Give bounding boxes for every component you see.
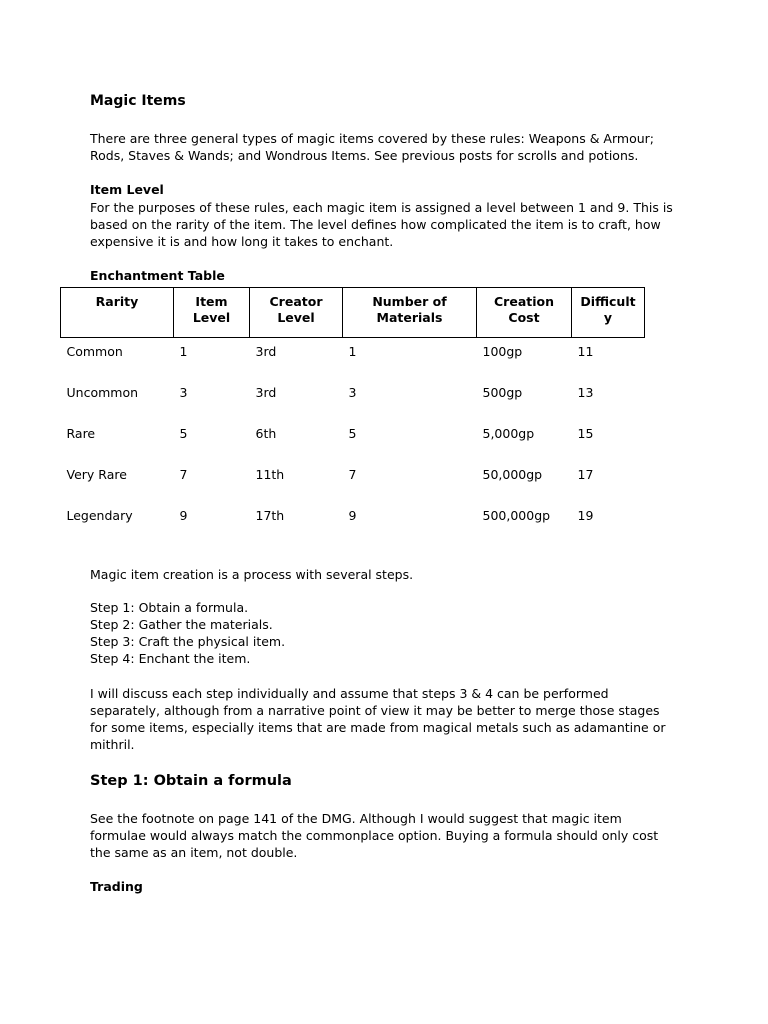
intro-paragraph: There are three general types of magic items covered by these rules: Weapons & Armour; Rods, Staves & Wands; and Wondrous Items. See previous posts for scrolls and potions. bbox=[90, 131, 654, 163]
cell-difficulty: 13 bbox=[577, 384, 594, 400]
cell-rarity: Legendary bbox=[66, 507, 133, 523]
cell-creator-level: 11th bbox=[255, 466, 285, 482]
process-intro: Magic item creation is a process with several steps. bbox=[90, 567, 414, 582]
cell-materials: 9 bbox=[348, 507, 357, 523]
step-item: Step 2: Gather the materials. bbox=[90, 617, 273, 632]
cell-item-level: 9 bbox=[179, 507, 188, 523]
table-header-row bbox=[61, 288, 645, 338]
header-creator-level: Creator Level bbox=[250, 288, 343, 338]
table-row bbox=[61, 379, 645, 420]
step1-heading: Step 1: Obtain a formula bbox=[90, 773, 292, 789]
header-rarity: Rarity bbox=[61, 288, 174, 338]
cell-rarity: Rare bbox=[66, 425, 96, 441]
header-difficulty: Difficult y bbox=[572, 288, 645, 338]
cell-cost: 5,000gp bbox=[482, 425, 535, 441]
step-item: Step 1: Obtain a formula. bbox=[90, 600, 249, 615]
cell-cost: 500,000gp bbox=[482, 507, 551, 523]
cell-item-level: 5 bbox=[179, 425, 188, 441]
item-level-paragraph: For the purposes of these rules, each magic item is assigned a level between 1 and 9. This is based on the rarity of the item. The level defines how complicated the item is to craft, how expensive it is and how long it takes to enchant. bbox=[90, 200, 673, 249]
cell-rarity: Uncommon bbox=[66, 384, 139, 400]
cell-creator-level: 17th bbox=[255, 507, 285, 523]
table-row bbox=[61, 502, 645, 543]
item-level-heading: Item Level bbox=[90, 182, 164, 197]
cell-cost: 100gp bbox=[482, 344, 523, 359]
cell-difficulty: 15 bbox=[577, 425, 594, 441]
cell-materials: 1 bbox=[348, 344, 357, 359]
header-number-of-materials: Number of Materials bbox=[343, 288, 477, 338]
cell-difficulty: 19 bbox=[577, 507, 594, 523]
cell-cost: 500gp bbox=[482, 384, 523, 400]
enchantment-table bbox=[60, 287, 645, 543]
header-creation-cost: Creation Cost bbox=[477, 288, 572, 338]
cell-difficulty: 11 bbox=[577, 344, 594, 359]
step1-paragraph: See the footnote on page 141 of the DMG. Although I would suggest that magic item formulae would always match the commonplace option. Buying a formula should only cost the same as an item, not double. bbox=[90, 811, 659, 860]
cell-creator-level: 6th bbox=[255, 425, 277, 441]
cell-materials: 5 bbox=[348, 425, 357, 441]
step-item: Step 3: Craft the physical item. bbox=[90, 634, 286, 649]
cell-materials: 3 bbox=[348, 384, 357, 400]
cell-creator-level: 3rd bbox=[255, 344, 277, 359]
table-row bbox=[61, 338, 645, 379]
table-row bbox=[61, 461, 645, 502]
table-row bbox=[61, 420, 645, 461]
cell-creator-level: 3rd bbox=[255, 384, 277, 400]
cell-item-level: 3 bbox=[179, 384, 188, 400]
trading-heading: Trading bbox=[90, 879, 143, 894]
cell-materials: 7 bbox=[348, 466, 357, 482]
cell-rarity: Common bbox=[66, 344, 123, 359]
step-item: Step 4: Enchant the item. bbox=[90, 651, 251, 666]
page-title: Magic Items bbox=[90, 93, 186, 109]
cell-cost: 50,000gp bbox=[482, 466, 543, 482]
cell-rarity: Very Rare bbox=[66, 466, 127, 482]
header-item-level: Item Level bbox=[174, 288, 250, 338]
steps-list bbox=[90, 599, 690, 667]
cell-item-level: 7 bbox=[179, 466, 188, 482]
enchantment-table-heading: Enchantment Table bbox=[90, 268, 225, 283]
cell-item-level: 1 bbox=[179, 344, 188, 359]
discussion-paragraph: I will discuss each step individually and assume that steps 3 & 4 can be performed separately, although from a narrative point of view it may be better to merge those stages for some items, especially items that are made from magical metals such as adamantine or mithril. bbox=[90, 686, 666, 752]
cell-difficulty: 17 bbox=[577, 466, 594, 482]
